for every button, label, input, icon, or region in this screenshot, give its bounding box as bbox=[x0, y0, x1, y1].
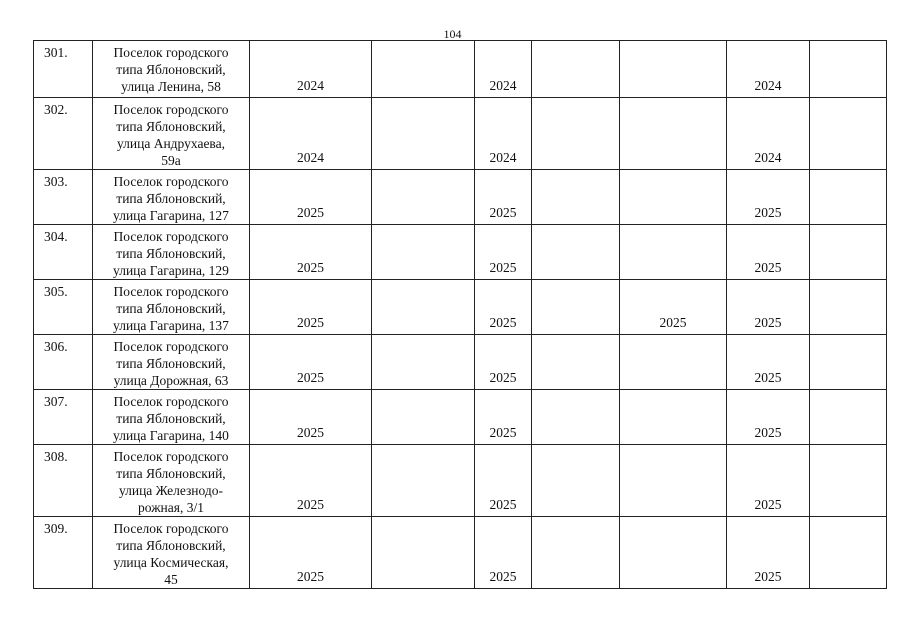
address-line: улица Космическая, bbox=[113, 555, 229, 570]
address-cell bbox=[93, 517, 250, 589]
table-row bbox=[34, 517, 887, 589]
address-cell bbox=[93, 280, 250, 335]
year-cell bbox=[620, 170, 727, 225]
address-line: Поселок городского bbox=[113, 229, 229, 244]
year-cell: 2025 bbox=[727, 390, 810, 445]
row-number: 309. bbox=[34, 517, 93, 589]
address-line: улица Ленина, 58 bbox=[121, 79, 221, 94]
year-cell: 2025 bbox=[475, 335, 532, 390]
year-cell bbox=[532, 98, 620, 170]
year-cell bbox=[810, 98, 887, 170]
address-line: Поселок городского bbox=[113, 394, 229, 409]
year-cell bbox=[620, 41, 727, 98]
row-number: 305. bbox=[34, 280, 93, 335]
address-line: Поселок городского bbox=[113, 174, 229, 189]
year-cell bbox=[532, 390, 620, 445]
year-cell bbox=[372, 390, 475, 445]
address-line: улица Железнодо- bbox=[118, 483, 224, 498]
address-line: Поселок городского bbox=[113, 449, 229, 464]
year-cell bbox=[620, 335, 727, 390]
address-cell bbox=[93, 170, 250, 225]
year-cell bbox=[810, 445, 887, 517]
year-cell bbox=[532, 445, 620, 517]
row-number: 307. bbox=[34, 390, 93, 445]
year-cell: 2024 bbox=[475, 41, 532, 98]
address-cell bbox=[93, 225, 250, 280]
year-cell bbox=[532, 225, 620, 280]
year-cell bbox=[372, 280, 475, 335]
year-cell bbox=[620, 517, 727, 589]
year-cell bbox=[532, 41, 620, 98]
year-cell: 2025 bbox=[475, 517, 532, 589]
year-cell: 2025 bbox=[727, 335, 810, 390]
row-number: 301. bbox=[34, 41, 93, 98]
year-cell: 2025 bbox=[727, 225, 810, 280]
address-line: Поселок городского bbox=[113, 45, 229, 60]
address-cell bbox=[93, 335, 250, 390]
address-line: улица Гагарина, 129 bbox=[113, 263, 229, 278]
year-cell: 2025 bbox=[620, 280, 727, 335]
row-number: 303. bbox=[34, 170, 93, 225]
year-cell bbox=[372, 445, 475, 517]
address-line: улица Гагарина, 127 bbox=[113, 208, 229, 223]
row-number: 306. bbox=[34, 335, 93, 390]
year-cell: 2025 bbox=[727, 280, 810, 335]
table-row bbox=[34, 280, 887, 335]
address-line: 59а bbox=[161, 153, 181, 168]
year-cell: 2025 bbox=[250, 390, 372, 445]
table-row bbox=[34, 41, 887, 98]
address-cell bbox=[93, 445, 250, 517]
year-cell: 2025 bbox=[250, 517, 372, 589]
year-cell: 2024 bbox=[727, 41, 810, 98]
year-cell bbox=[810, 170, 887, 225]
address-line: типа Яблоновский, bbox=[116, 466, 226, 481]
address-line: типа Яблоновский, bbox=[116, 246, 226, 261]
year-cell bbox=[620, 445, 727, 517]
year-cell bbox=[372, 98, 475, 170]
year-cell: 2024 bbox=[727, 98, 810, 170]
table-row bbox=[34, 445, 887, 517]
address-line: улица Гагарина, 137 bbox=[113, 318, 229, 333]
address-cell bbox=[93, 98, 250, 170]
year-cell: 2025 bbox=[475, 225, 532, 280]
year-cell bbox=[532, 517, 620, 589]
address-line: типа Яблоновский, bbox=[116, 411, 226, 426]
address-cell bbox=[93, 390, 250, 445]
year-cell bbox=[810, 280, 887, 335]
year-cell: 2025 bbox=[475, 280, 532, 335]
year-cell: 2025 bbox=[250, 280, 372, 335]
year-cell: 2025 bbox=[727, 517, 810, 589]
address-line: Поселок городского bbox=[113, 102, 229, 117]
table-row bbox=[34, 98, 887, 170]
year-cell: 2025 bbox=[475, 445, 532, 517]
year-cell: 2024 bbox=[475, 98, 532, 170]
address-line: типа Яблоновский, bbox=[116, 356, 226, 371]
year-cell bbox=[372, 41, 475, 98]
year-cell: 2025 bbox=[475, 170, 532, 225]
year-cell bbox=[532, 170, 620, 225]
year-cell bbox=[810, 390, 887, 445]
address-line: Поселок городского bbox=[113, 521, 229, 536]
address-line: улица Андрухаева, bbox=[117, 136, 225, 151]
year-cell: 2025 bbox=[250, 170, 372, 225]
table-row bbox=[34, 225, 887, 280]
row-number: 308. bbox=[34, 445, 93, 517]
address-line: типа Яблоновский, bbox=[116, 191, 226, 206]
year-cell bbox=[532, 280, 620, 335]
registry-table bbox=[33, 40, 887, 589]
row-number: 304. bbox=[34, 225, 93, 280]
year-cell bbox=[810, 517, 887, 589]
year-cell bbox=[372, 225, 475, 280]
address-cell bbox=[93, 41, 250, 98]
address-line: улица Дорожная, 63 bbox=[113, 373, 229, 388]
page-number: 104 bbox=[443, 27, 462, 41]
year-cell bbox=[810, 225, 887, 280]
year-cell bbox=[532, 335, 620, 390]
address-line: типа Яблоновский, bbox=[116, 62, 226, 77]
year-cell bbox=[810, 335, 887, 390]
year-cell: 2024 bbox=[250, 98, 372, 170]
table-row bbox=[34, 335, 887, 390]
year-cell: 2025 bbox=[475, 390, 532, 445]
year-cell bbox=[620, 390, 727, 445]
year-cell bbox=[810, 41, 887, 98]
address-line: типа Яблоновский, bbox=[116, 119, 226, 134]
year-cell: 2025 bbox=[250, 225, 372, 280]
year-cell: 2025 bbox=[727, 445, 810, 517]
address-line: Поселок городского bbox=[113, 284, 229, 299]
address-line: типа Яблоновский, bbox=[116, 301, 226, 316]
address-line: 45 bbox=[164, 572, 178, 587]
year-cell bbox=[372, 170, 475, 225]
year-cell: 2025 bbox=[250, 335, 372, 390]
address-line: типа Яблоновский, bbox=[116, 538, 226, 553]
address-line: рожная, 3/1 bbox=[138, 500, 204, 515]
year-cell: 2025 bbox=[727, 170, 810, 225]
table-row bbox=[34, 170, 887, 225]
address-line: улица Гагарина, 140 bbox=[113, 428, 229, 443]
table-row bbox=[34, 390, 887, 445]
year-cell bbox=[372, 517, 475, 589]
address-line: Поселок городского bbox=[113, 339, 229, 354]
year-cell: 2024 bbox=[250, 41, 372, 98]
year-cell: 2025 bbox=[250, 445, 372, 517]
row-number: 302. bbox=[34, 98, 93, 170]
year-cell bbox=[620, 225, 727, 280]
year-cell bbox=[620, 98, 727, 170]
year-cell bbox=[372, 335, 475, 390]
